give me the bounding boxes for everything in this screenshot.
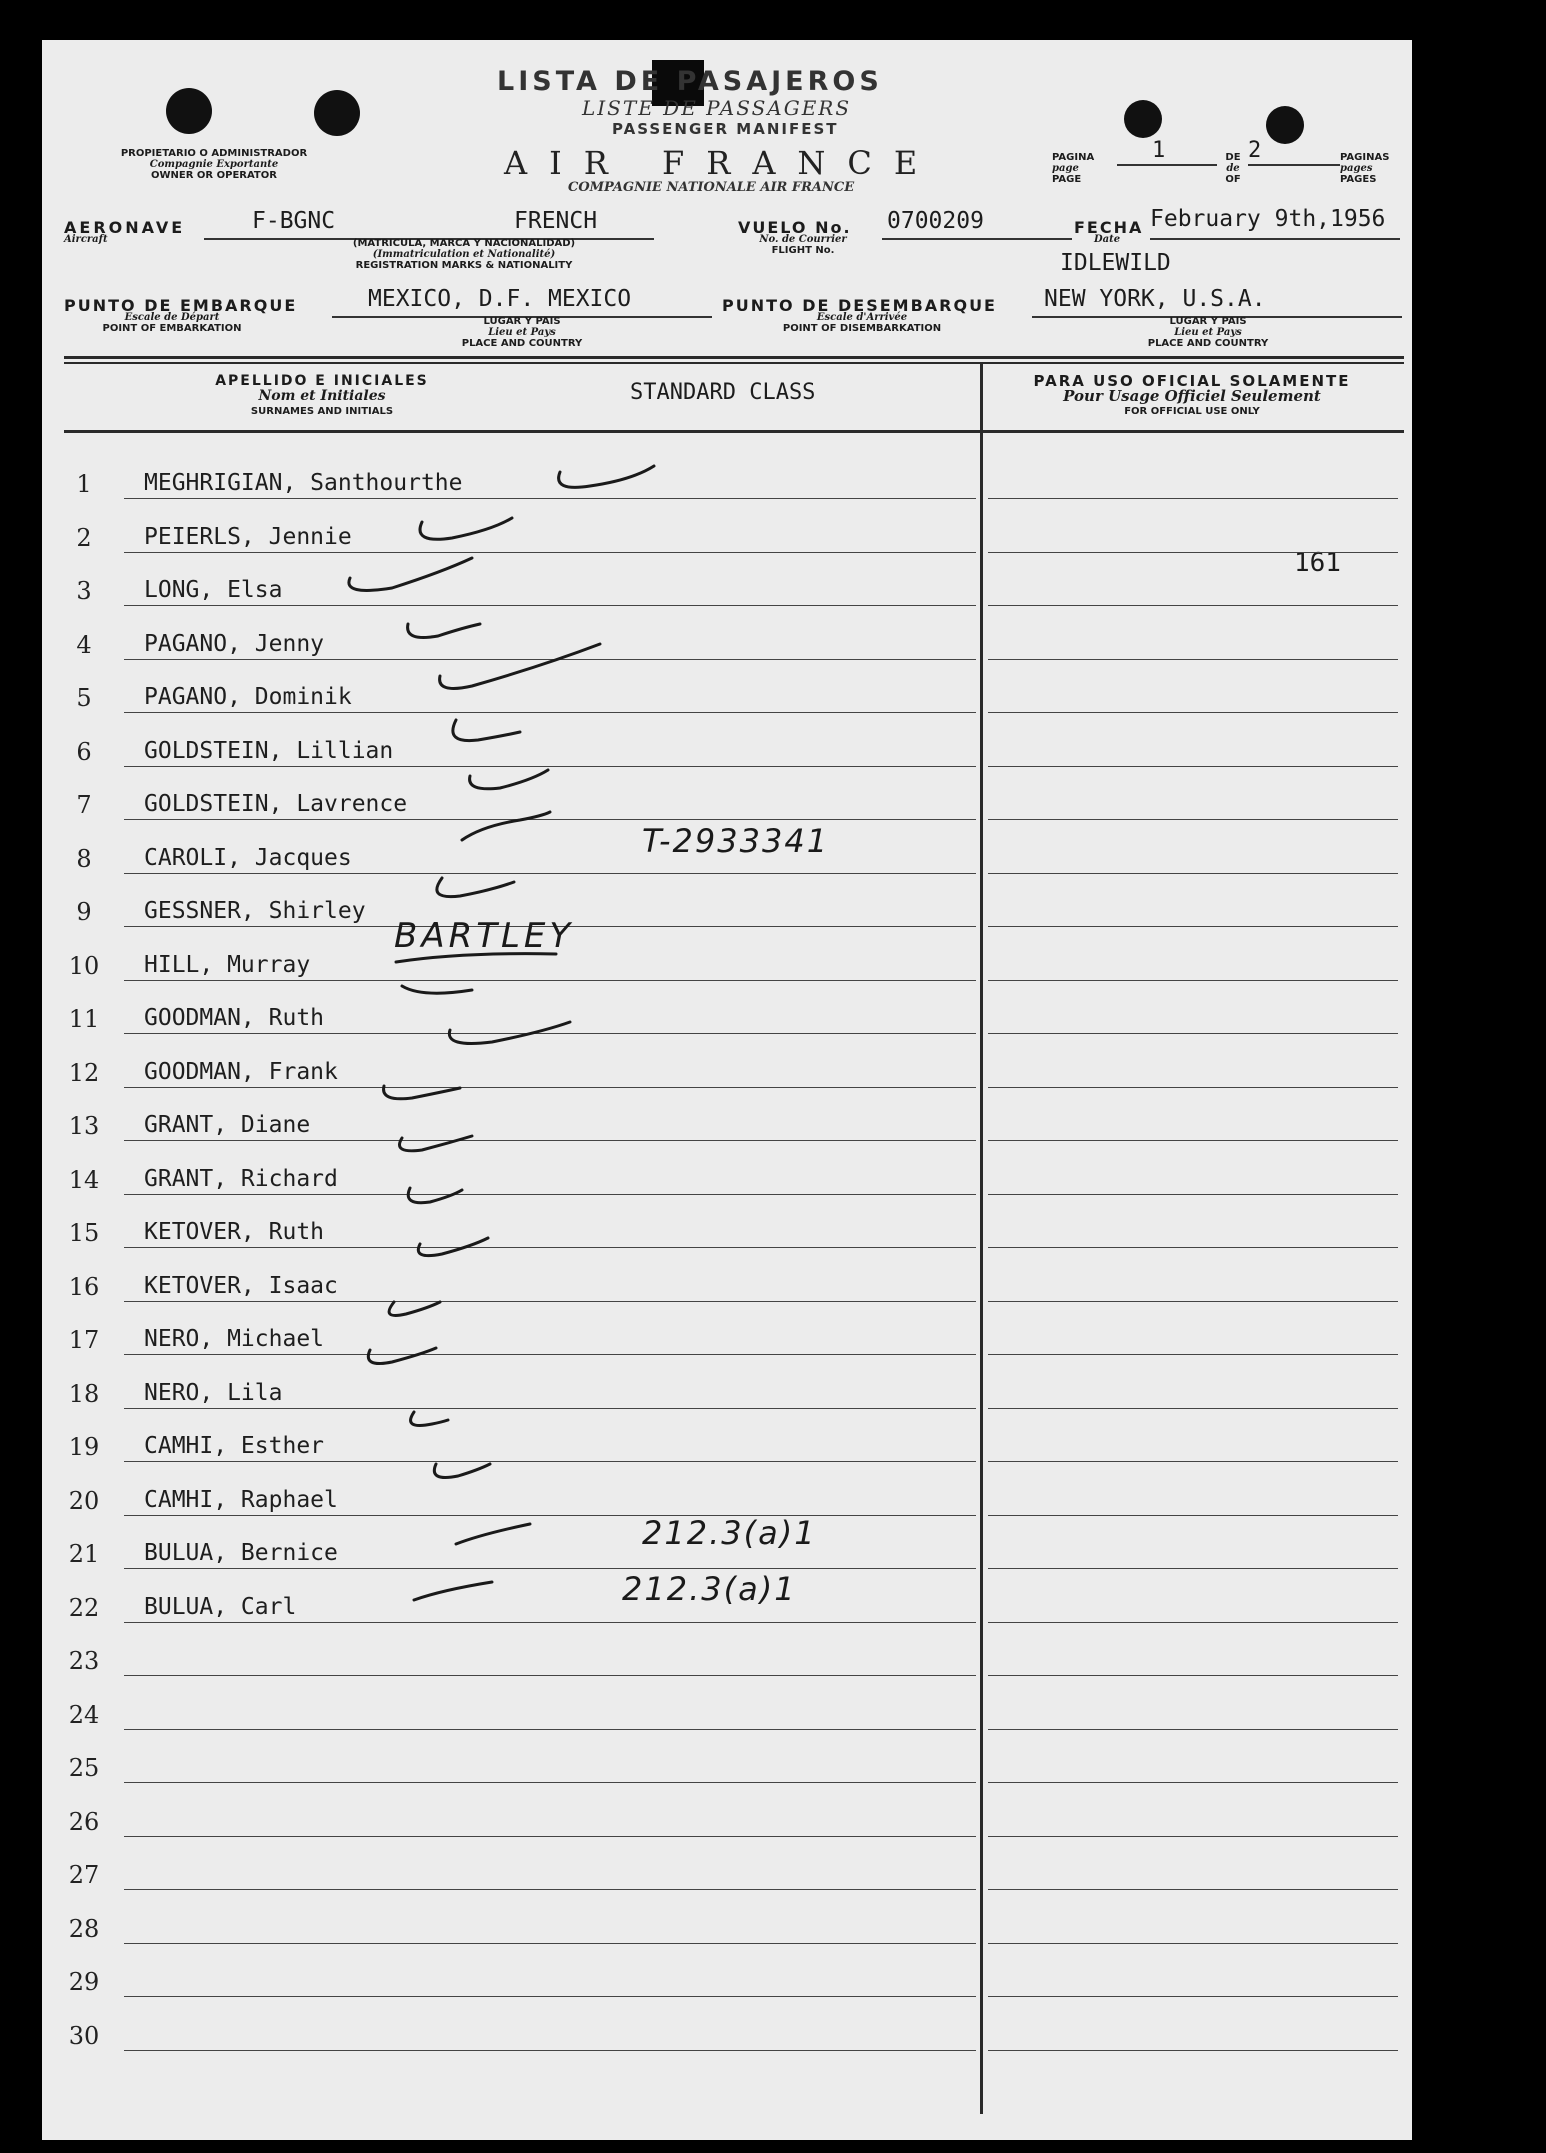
owner-label-en: OWNER OR OPERATOR <box>151 170 277 181</box>
embark-label: PUNTO DE EMBARQUE <box>64 296 298 315</box>
flight-label: VUELO No. <box>738 218 852 237</box>
check-mark-row-19 <box>411 1412 448 1426</box>
title-es: LISTA DE PASAJEROS <box>497 66 883 97</box>
official-header-en: FOR OFFICIAL USE ONLY <box>1124 406 1260 417</box>
passenger-name: MEGHRIGIAN, Santhourthe <box>144 470 463 496</box>
pages-label-fr: pages <box>1340 163 1373 174</box>
check-mark-row-1 <box>559 466 654 487</box>
passenger-name: GOLDSTEIN, Lillian <box>144 737 394 764</box>
row-number: 24 <box>68 1700 100 1729</box>
page-label-en: PAGE <box>1052 174 1082 185</box>
passenger-name: KETOVER, Isaac <box>144 1272 338 1299</box>
surname-header-fr: Nom et Initiales <box>258 388 386 404</box>
disembark-label-en: POINT OF DISEMBARKATION <box>782 323 942 334</box>
page-total: 2 <box>1248 138 1262 163</box>
check-mark-row-20 <box>434 1464 490 1478</box>
disembark-place: NEW YORK, U.S.A. <box>1044 286 1266 312</box>
row-number: 21 <box>68 1540 100 1568</box>
passenger-name: LONG, Elsa <box>144 577 283 603</box>
handwritten-note-row-8: T-2933341 <box>642 822 830 860</box>
flight-date: February 9th,1956 <box>1150 206 1386 232</box>
row-number: 27 <box>68 1861 100 1889</box>
passenger-name: GOLDSTEIN, Lavrence <box>144 791 408 817</box>
passenger-name: NERO, Michael <box>144 1326 325 1352</box>
row-number: 23 <box>68 1647 100 1675</box>
passenger-name: GRANT, Diane <box>144 1112 311 1138</box>
passenger-name: PAGANO, Dominik <box>144 684 352 710</box>
owner-label-fr: Compagnie Exportante <box>149 159 279 170</box>
aircraft-label: AERONAVE <box>64 218 186 237</box>
row-number: 2 <box>76 523 92 552</box>
passenger-name: GOODMAN, Ruth <box>144 1005 325 1031</box>
passenger-name: HILL, Murray <box>144 951 311 978</box>
row-number: 20 <box>68 1486 100 1515</box>
row-number: 28 <box>68 1914 100 1943</box>
disembark-label-fr: Escale d'Arrivée <box>816 312 908 323</box>
check-mark-row-10 <box>396 954 556 962</box>
airline-name: AIR FRANCE <box>504 144 940 182</box>
surname-header-en: SURNAMES AND INITIALS <box>250 406 394 417</box>
handwritten-note-row-22: 212.3(a)1 <box>622 1570 797 1608</box>
embark-label-en: POINT OF EMBARKATION <box>102 323 242 334</box>
passenger-name: CAROLI, Jacques <box>144 844 352 871</box>
of-label-es: DE <box>1225 152 1241 163</box>
row-number: 30 <box>68 2021 100 2050</box>
row-number: 18 <box>68 1379 100 1408</box>
check-mark-row-4 <box>408 624 480 638</box>
check-mark-row-9 <box>437 878 514 897</box>
embark-label-fr: Escale de Départ <box>124 312 220 323</box>
row-number: 17 <box>68 1326 100 1354</box>
check-mark-row-6 <box>453 720 520 741</box>
check-mark-row-2 <box>420 518 512 539</box>
check-mark-row-21 <box>456 1524 530 1544</box>
official-header-es: PARA USO OFICIAL SOLAMENTE <box>1033 372 1351 390</box>
date-label-fr: Date <box>1094 234 1121 245</box>
flight-number: 0700209 <box>887 208 984 234</box>
row-number: 10 <box>68 951 100 980</box>
check-mark-row-15 <box>408 1188 462 1203</box>
row-number: 22 <box>68 1593 100 1622</box>
check-mark-row-8 <box>462 812 550 840</box>
check-mark-row-18 <box>368 1348 436 1364</box>
row-number: 16 <box>68 1272 100 1301</box>
passenger-name: PAGANO, Jenny <box>144 630 325 657</box>
registration-caption-es: (MATRICULA, MARCA Y NACIONALIDAD) <box>352 238 576 249</box>
official-header-fr: Pour Usage Officiel Seulement <box>1063 387 1321 405</box>
manifest-page <box>42 40 1412 2140</box>
row-number: 11 <box>68 1005 100 1033</box>
row-number: 1 <box>76 470 92 498</box>
surname-header-es: APELLIDO E INICIALES <box>215 373 429 389</box>
check-mark-row-16 <box>418 1238 488 1256</box>
disembark-place-caption-fr: Lieu et Pays <box>1174 327 1242 338</box>
passenger-name: KETOVER, Ruth <box>144 1219 325 1245</box>
official-note: 161 <box>1294 548 1341 578</box>
page-number: 1 <box>1152 138 1166 163</box>
passenger-name: BULUA, Carl <box>144 1593 297 1620</box>
row-number: 19 <box>68 1433 100 1461</box>
row-number: 12 <box>68 1058 100 1087</box>
check-mark-row-17 <box>389 1302 440 1316</box>
arrival-airport: IDLEWILD <box>1060 250 1171 276</box>
row-number: 5 <box>76 684 92 712</box>
aircraft-label-fr: Aircraft <box>64 234 108 245</box>
embark-place-caption-es: LUGAR Y PAIS <box>483 316 561 327</box>
class-header: STANDARD CLASS <box>630 380 816 405</box>
passenger-name: PEIERLS, Jennie <box>144 523 352 550</box>
title-fr: LISTE DE PASSAGERS <box>582 96 852 120</box>
row-number: 25 <box>68 1754 100 1782</box>
check-mark-row-11 <box>402 986 472 993</box>
row-number: 14 <box>68 1165 100 1194</box>
passenger-name: CAMHI, Raphael <box>144 1486 338 1513</box>
row-number: 8 <box>76 844 92 873</box>
check-marks <box>42 40 1412 2140</box>
handwritten-note-row-21: 212.3(a)1 <box>642 1514 817 1552</box>
row-number: 4 <box>76 630 92 659</box>
passenger-name: GESSNER, Shirley <box>144 898 366 924</box>
row-number: 9 <box>76 898 92 926</box>
owner-label-es: PROPIETARIO O ADMINISTRADOR <box>120 148 308 159</box>
disembark-place-caption-es: LUGAR Y PAIS <box>1169 316 1247 327</box>
aircraft-nationality: FRENCH <box>514 208 598 234</box>
pages-label-es: PAGINAS <box>1340 152 1390 163</box>
airline-subtitle: COMPAGNIE NATIONALE AIR FRANCE <box>568 180 855 195</box>
check-mark-row-7 <box>470 770 548 789</box>
embark-place-caption-fr: Lieu et Pays <box>488 327 556 338</box>
check-mark-row-12 <box>449 1022 570 1044</box>
passenger-name: GOODMAN, Frank <box>144 1058 338 1085</box>
title-en: PASSENGER MANIFEST <box>612 120 839 138</box>
check-mark-row-22 <box>414 1582 492 1600</box>
check-mark-row-5 <box>440 644 600 688</box>
check-mark-row-13 <box>384 1086 460 1099</box>
row-number: 26 <box>68 1807 100 1836</box>
passenger-name: GRANT, Richard <box>144 1165 338 1192</box>
pages-label-en: PAGES <box>1340 174 1377 185</box>
row-number: 6 <box>76 737 92 766</box>
flight-label-en: FLIGHT No. <box>771 245 835 256</box>
aircraft-registration: F-BGNC <box>252 208 336 234</box>
check-mark-row-14 <box>400 1136 473 1151</box>
of-label-en: OF <box>1225 174 1241 185</box>
date-label: FECHA <box>1074 218 1144 237</box>
of-label-fr: de <box>1226 163 1240 174</box>
disembark-label: PUNTO DE DESEMBARQUE <box>722 296 997 315</box>
row-number: 7 <box>76 791 92 819</box>
registration-caption-en: REGISTRATION MARKS & NATIONALITY <box>355 260 573 271</box>
row-number: 3 <box>76 577 92 605</box>
page-label-es: PAGINA <box>1052 152 1095 163</box>
row-number: 15 <box>68 1219 100 1247</box>
row-number: 13 <box>68 1112 100 1140</box>
passenger-name: NERO, Lila <box>144 1379 283 1406</box>
row-number: 29 <box>68 1968 100 1996</box>
embark-place-caption-en: PLACE AND COUNTRY <box>461 338 583 349</box>
page-label-fr: page <box>1052 163 1079 174</box>
handwritten-note-row-10: BARTLEY <box>394 916 575 956</box>
embark-place: MEXICO, D.F. MEXICO <box>368 286 632 312</box>
registration-caption-fr: (Immatriculation et Nationalité) <box>372 249 556 260</box>
disembark-place-caption-en: PLACE AND COUNTRY <box>1147 338 1269 349</box>
passenger-name: CAMHI, Esther <box>144 1433 325 1459</box>
passenger-name: BULUA, Bernice <box>144 1540 338 1566</box>
flight-label-fr: No. de Courrier <box>759 234 847 245</box>
check-mark-row-3 <box>349 558 472 590</box>
